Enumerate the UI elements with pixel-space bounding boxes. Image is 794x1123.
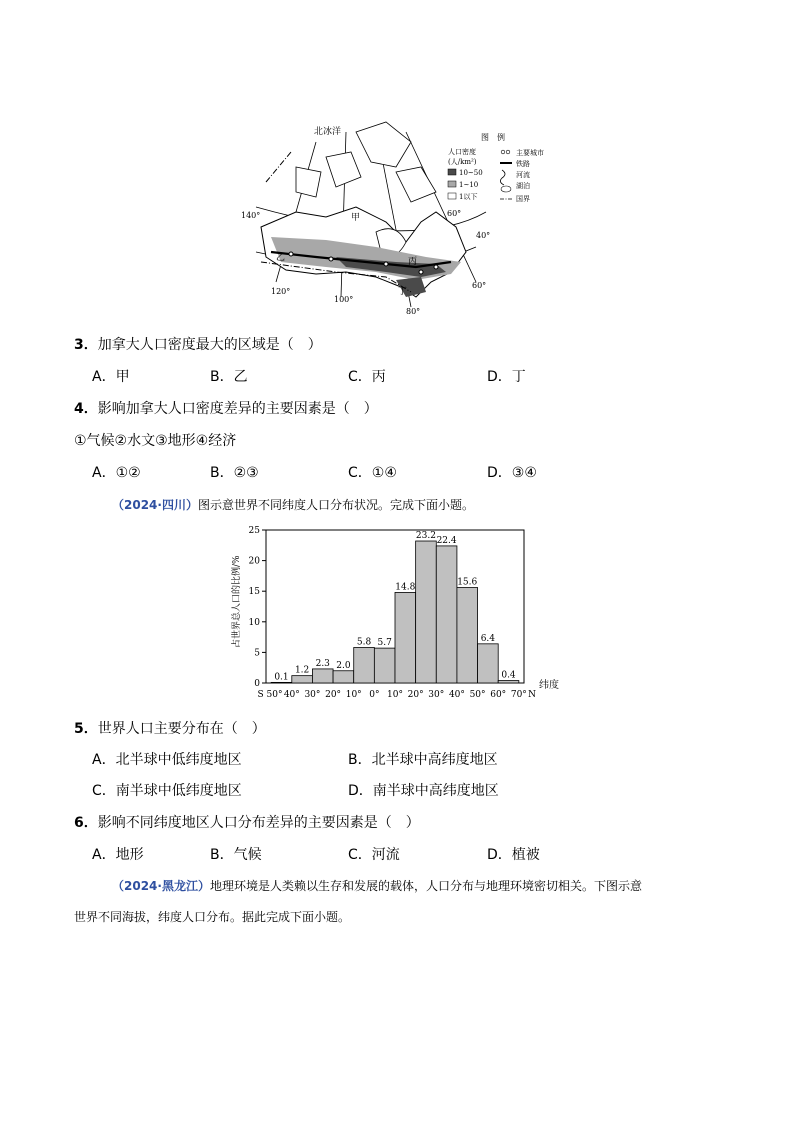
canada-population-map — [236, 112, 596, 322]
bar — [292, 676, 313, 683]
question-number: 6． — [74, 815, 98, 831]
option-d[interactable]: D．南半球中高纬度地区 — [348, 783, 499, 799]
x-tick-label: 70° — [510, 690, 527, 700]
degree-label: 120° — [271, 287, 291, 296]
question-4 — [74, 400, 378, 418]
bar-value-label: 0.1 — [274, 672, 289, 683]
bar — [436, 546, 457, 683]
bar-value-label: 5.7 — [377, 638, 392, 649]
x-tick-label: 20° — [325, 690, 342, 700]
latitude-population-chart — [228, 525, 568, 705]
bar — [395, 592, 416, 683]
bar-value-label: 22.4 — [436, 535, 457, 546]
bar-value-label: 0.4 — [501, 670, 516, 681]
degree-label: 100° — [334, 295, 354, 304]
bar — [312, 669, 333, 683]
bar-value-label: 2.0 — [336, 660, 351, 671]
bar — [333, 671, 354, 683]
legend-density-title: 人口密度 — [448, 148, 476, 156]
bar — [354, 648, 375, 683]
option-b[interactable]: B．②③ — [210, 465, 259, 481]
question-5 — [74, 720, 266, 738]
map-legend — [448, 132, 544, 203]
bar-value-label: 2.3 — [315, 658, 330, 669]
option-c[interactable]: C．丙 — [348, 369, 386, 385]
x-tick-label: 10° — [345, 690, 362, 700]
option-a[interactable]: A．北半球中低纬度地区 — [92, 752, 242, 768]
bar-value-label: 14.8 — [395, 582, 416, 593]
intro-text: 图示意世界不同纬度人口分布状况。完成下面小题。 — [197, 498, 474, 512]
option-a[interactable]: A．①② — [92, 465, 141, 481]
group-intro-heilongjiang — [112, 877, 642, 895]
arctic-ocean-label: 北冰洋 — [314, 127, 342, 137]
region-ding-label: 丁 — [398, 287, 408, 297]
bar-value-label: 23.2 — [415, 531, 436, 542]
x-tick-label: 20° — [407, 690, 424, 700]
x-tick-label: 60° — [490, 690, 507, 700]
y-tick-label: 0 — [254, 679, 260, 689]
option-c[interactable]: C．①④ — [348, 465, 397, 481]
degree-label: 60° — [447, 209, 462, 218]
legend-item: 铁路 — [516, 160, 530, 168]
y-tick-label: 15 — [248, 587, 260, 598]
degree-label: 60° — [472, 281, 487, 290]
option-d[interactable]: D．③④ — [487, 465, 537, 481]
bar-value-label: 5.8 — [356, 637, 372, 648]
source-tag: （2024·黑龙江） — [112, 879, 210, 893]
y-tick-label: 25 — [248, 526, 260, 536]
intro-text-line-2: 世界不同海拔，纬度人口分布。据此完成下面小题。 — [74, 910, 351, 924]
question-text: 加拿大人口密度最大的区域是（ ） — [97, 337, 322, 353]
question-text: 世界人口主要分布在（ ） — [97, 721, 266, 737]
question-4-factors: ①气候②水文③地形④经济 — [74, 433, 237, 449]
bar — [374, 648, 395, 683]
x-tick-label: 50° — [469, 690, 486, 700]
option-d[interactable]: D．丁 — [487, 369, 526, 385]
y-axis-label: 占世界总人口的比例/% — [232, 555, 242, 648]
bar-value-label: 15.6 — [457, 577, 478, 588]
option-d[interactable]: D．植被 — [487, 847, 540, 863]
x-tick-label: 10° — [387, 690, 403, 700]
question-6 — [74, 814, 420, 832]
x-axis-label: 纬度 — [539, 680, 559, 691]
bar-value-label: 1.2 — [294, 665, 310, 676]
legend-item: 1~10 — [459, 181, 479, 189]
question-number: 4． — [74, 401, 98, 417]
bar — [457, 588, 478, 683]
bar — [498, 681, 519, 683]
degree-label: 40° — [476, 231, 491, 240]
option-c[interactable]: C．南半球中低纬度地区 — [92, 783, 242, 799]
y-tick-label: 20 — [248, 556, 260, 567]
source-tag: （2024·四川） — [112, 498, 198, 512]
region-yi-label: 乙 — [276, 253, 286, 263]
x-tick-label: 30° — [428, 690, 445, 700]
legend-item: 主要城市 — [516, 149, 544, 157]
legend-density-unit: (人/km²) — [448, 158, 477, 166]
bar-value-label: 6.4 — [480, 633, 496, 644]
question-text: 影响加拿大人口密度差异的主要因素是（ ） — [97, 401, 378, 417]
legend-item: 国界 — [516, 195, 530, 203]
bar — [271, 682, 292, 683]
legend-item: 1以下 — [459, 193, 478, 201]
legend-item: 湖泊 — [516, 182, 530, 190]
x-tick-label: S 50° — [257, 690, 283, 700]
legend-item: 河流 — [516, 171, 530, 179]
intro-text-line-1: 地理环境是人类赖以生存和发展的载体，人口分布与地理环境密切相关。下图示意 — [209, 879, 642, 893]
option-a[interactable]: A．地形 — [92, 847, 144, 863]
option-c[interactable]: C．河流 — [348, 847, 400, 863]
option-b[interactable]: B．北半球中高纬度地区 — [348, 752, 498, 768]
option-a[interactable]: A．甲 — [92, 369, 130, 385]
question-text: 影响不同纬度地区人口分布差异的主要因素是（ ） — [97, 815, 420, 831]
region-jia-label: 甲 — [351, 213, 361, 223]
bar — [478, 644, 499, 683]
option-b[interactable]: B．气候 — [210, 847, 262, 863]
legend-item: 10~50 — [459, 169, 483, 177]
question-number: 5． — [74, 721, 98, 737]
x-tick-label: 40° — [283, 690, 300, 700]
x-tick-label: 30° — [304, 690, 321, 700]
option-b[interactable]: B．乙 — [210, 369, 248, 385]
x-tick-label: 0° — [369, 690, 380, 700]
x-tick-label: N — [528, 690, 536, 700]
group-intro-sichuan — [112, 496, 474, 514]
question-number: 3． — [74, 337, 98, 353]
region-bing-label: 丙 — [408, 257, 418, 267]
y-tick-label: 10 — [248, 617, 260, 628]
x-tick-label: 40° — [448, 690, 465, 700]
y-tick-label: 5 — [254, 648, 260, 659]
degree-label: 140° — [241, 211, 261, 220]
question-3 — [74, 336, 322, 354]
bar — [416, 541, 437, 683]
legend-title: 图 例 — [481, 133, 505, 142]
degree-label: 80° — [406, 307, 421, 316]
